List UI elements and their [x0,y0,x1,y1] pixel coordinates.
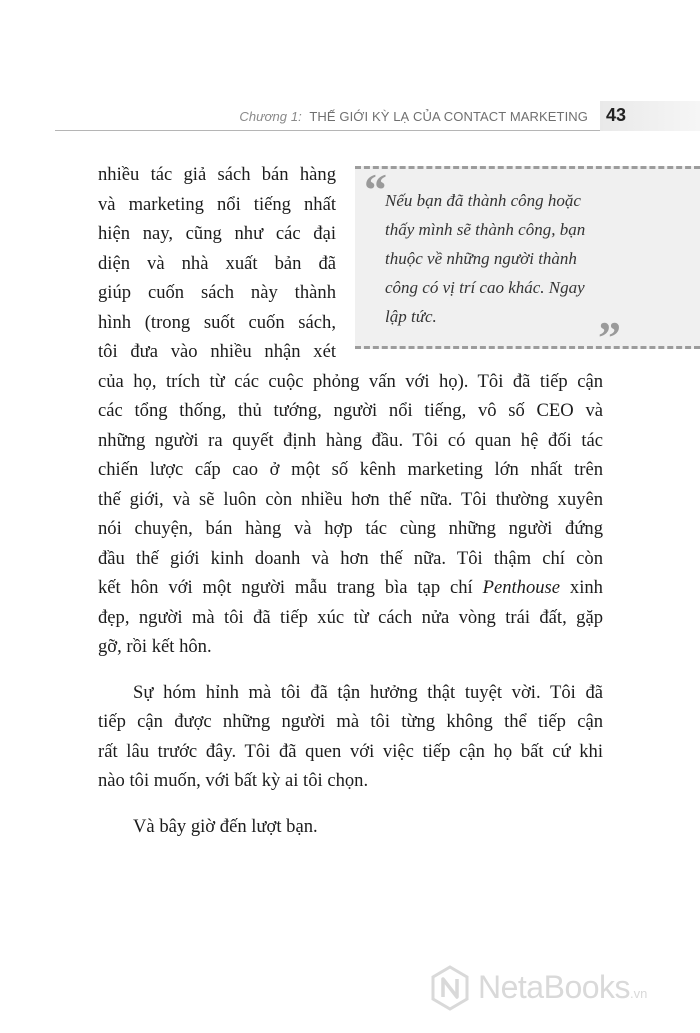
body-line: giúp cuốn sách này thành [98,282,336,303]
page-number: 43 [606,105,627,125]
body-line: nói chuyện, bán hàng và hợp tác cùng những người đứng [98,518,603,539]
body-line: thế giới, và sẽ luôn còn nhiều hơn thế nữa. Tôi thường xuyên [98,489,603,510]
open-quote-icon: “ [364,164,387,215]
close-quote-icon: ” [598,312,621,363]
body-line: và marketing nổi tiếng nhất [98,194,336,215]
running-header [0,101,700,131]
watermark-brand: NetaBooks [478,969,631,1005]
pull-quote-box [355,164,700,363]
body-line: nào tôi muốn, với bất kỳ ai tôi chọn. [98,770,369,791]
chapter-title: THẾ GIỚI KỲ LẠ CỦA CONTACT MARKETING [309,109,588,124]
body-line: của họ, trích từ các cuộc phỏng vấn với họ). Tôi đã tiếp cận [98,371,603,392]
pull-quote-line: thấy mình sẽ thành công, bạn [385,220,586,239]
body-line: đẹp, người mà tôi đã tiếp xúc từ cách nửa vòng trái đất, gặp [98,607,603,628]
body-text-run: kết hôn với một người mẫu trang bìa tạp chí [98,577,483,598]
body-line: gỡ, rồi kết hôn. [98,636,212,657]
body-line: Và bây giờ đến lượt bạn. [133,816,318,837]
body-line-penthouse [98,573,603,603]
body-line: chiến lược cấp cao ở một số kênh marketing lớn nhất trên [98,459,603,480]
pull-quote-text [385,186,647,331]
body-line: các tổng thống, thủ tướng, người nổi tiếng, vô số CEO và [98,400,603,421]
netabooks-watermark [430,965,700,1025]
body-line: đầu thế giới kinh doanh và hơn thế nữa. Tôi thậm chí còn [98,548,603,569]
body-line: tôi đưa vào nhiều nhận xét [98,341,336,362]
netabooks-logo-icon [430,965,470,1011]
watermark-text [478,969,647,1006]
body-line: rất lâu trước đây. Tôi đã quen với việc tiếp cận họ bất cứ khi [98,741,603,762]
body-line: hình (trong suốt cuốn sách, [98,312,336,333]
body-line: hiện nay, cũng như các đại [98,223,336,244]
body-line: những người ra quyết định hàng đầu. Tôi có quan hệ đối tác [98,430,603,451]
pull-quote-line: lập tức. [385,307,437,326]
header-rule [55,130,600,131]
pull-quote-line: Nếu bạn đã thành công hoặc [385,191,581,210]
body-line: Sự hóm hỉnh mà tôi đã tận hưởng thật tuyệt vời. Tôi đã [133,682,603,703]
pull-quote-line: thuộc về những người thành [385,249,577,268]
body-line: nhiều tác giả sách bán hàng [98,164,336,185]
body-line: tiếp cận được những người mà tôi từng không thể tiếp cận [98,711,603,732]
magazine-title: Penthouse [482,577,561,598]
watermark-suffix: .vn [630,986,648,1001]
body-line: diện và nhà xuất bản đã [98,253,336,274]
chapter-heading [239,109,588,124]
body-text-run: xinh [560,577,603,598]
chapter-label: Chương 1: [239,109,302,124]
pull-quote-line: công có vị trí cao khác. Ngay [385,278,585,297]
